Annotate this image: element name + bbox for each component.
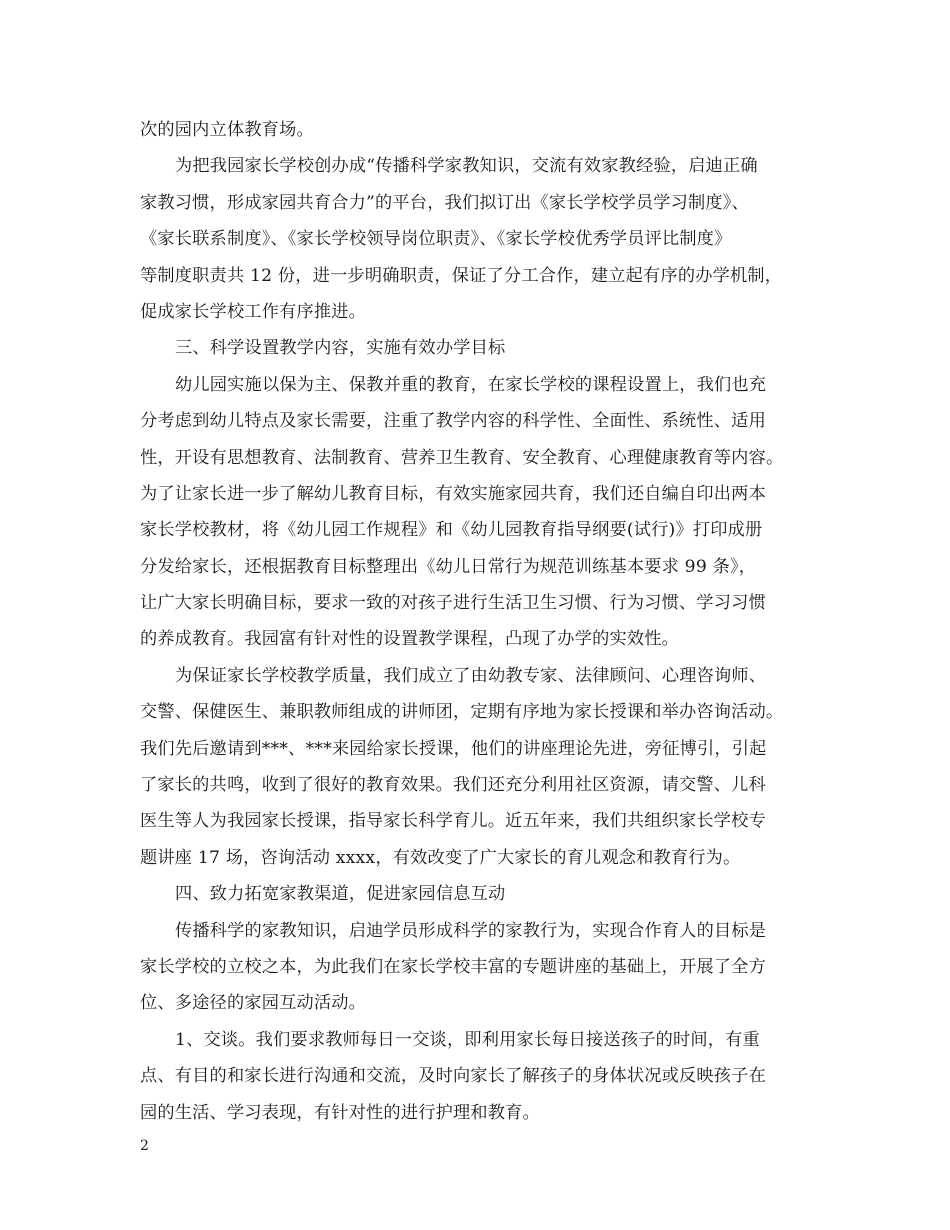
text-line: 为保证家长学校教学质量，我们成立了由幼教专家、法律顾问、心理咨询师、 xyxy=(175,665,767,686)
text-line: 交警、保健医生、兼职教师组成的讲师团，定期有序地为家长授课和举办咨询活动。 xyxy=(140,702,784,723)
text-line: 了家长的共鸣，收到了很好的教育效果。我们还充分利用社区资源，请交警、儿科 xyxy=(140,775,766,796)
text-line: 分考虑到幼儿特点及家长需要，注重了教学内容的科学性、全面性、系统性、适用 xyxy=(140,411,766,432)
text-line: 幼儿园实施以保为主、保教并重的教育，在家长学校的课程设置上，我们也充 xyxy=(175,374,767,395)
text-line: 家教习惯，形成家园共育合力”的平台，我们拟订出《家长学校学员学习制度》、 xyxy=(140,192,749,213)
text-line: 《家长联系制度》、《家长学校领导岗位职责》、《家长学校优秀学员评比制度》 xyxy=(140,229,732,250)
text-line: 三、科学设置教学内容，实施有效办学目标 xyxy=(175,338,506,359)
text-line: 1、交谈。我们要求教师每日一交谈，即利用家长每日接送孩子的时间，有重 xyxy=(175,1029,760,1050)
text-line: 为把我园家长学校创办成“传播科学家教知识，交流有效家教经验，启迪正确 xyxy=(175,156,758,177)
page-number: 2 xyxy=(140,1138,149,1154)
text-line: 家长学校的立校之本，为此我们在家长学校丰富的专题讲座的基础上，开展了全方 xyxy=(140,956,766,977)
text-line: 点、有目的和家长进行沟通和交流，及时向家长了解孩子的身体状况或反映孩子在 xyxy=(140,1066,766,1087)
text-line: 位、多途径的家园互动活动。 xyxy=(140,993,367,1014)
text-line: 医生等人为我园家长授课，指导家长科学育儿。近五年来，我们共组织家长学校专 xyxy=(140,811,766,832)
text-line: 四、致力拓宽家教渠道，促进家园信息互动 xyxy=(175,884,506,905)
text-line: 题讲座 17 场，咨询活动 xxxx，有效改变了广大家长的育儿观念和教育行为。 xyxy=(140,847,741,868)
body-text xyxy=(140,112,830,1131)
text-line: 我们先后邀请到***、***来园给家长授课，他们的讲座理论先进，旁征博引，引起 xyxy=(140,738,767,759)
text-line: 分发给家长，还根据教育目标整理出《幼儿日常行为规范训练基本要求 99 条》， xyxy=(140,556,757,577)
text-line: 的养成教育。我园富有针对性的设置教学课程，凸现了办学的实效性。 xyxy=(140,629,680,650)
text-line: 家长学校教材，将《幼儿园工作规程》和《幼儿园教育指导纲要(试行)》打印成册 xyxy=(140,520,763,541)
text-line: 性，开设有思想教育、法制教育、营养卫生教育、安全教育、心理健康教育等内容。 xyxy=(140,447,784,468)
text-line: 次的园内立体教育场。 xyxy=(140,120,314,140)
text-line: 为了让家长进一步了解幼儿教育目标，有效实施家园共育，我们还自编自印出两本 xyxy=(140,483,766,504)
text-line: 促成家长学校工作有序推进。 xyxy=(140,301,367,322)
text-line: 园的生活、学习表现，有针对性的进行护理和教育。 xyxy=(140,1102,540,1123)
text-line: 让广大家长明确目标，要求一致的对孩子进行生活卫生习惯、行为习惯、学习习惯 xyxy=(140,593,766,614)
text-line: 传播科学的家教知识，启迪学员形成科学的家教行为，实现合作育人的目标是 xyxy=(175,920,767,941)
text-line: 等制度职责共 12 份，进一步明确职责，保证了分工合作，建立起有序的办学机制， xyxy=(140,265,783,286)
